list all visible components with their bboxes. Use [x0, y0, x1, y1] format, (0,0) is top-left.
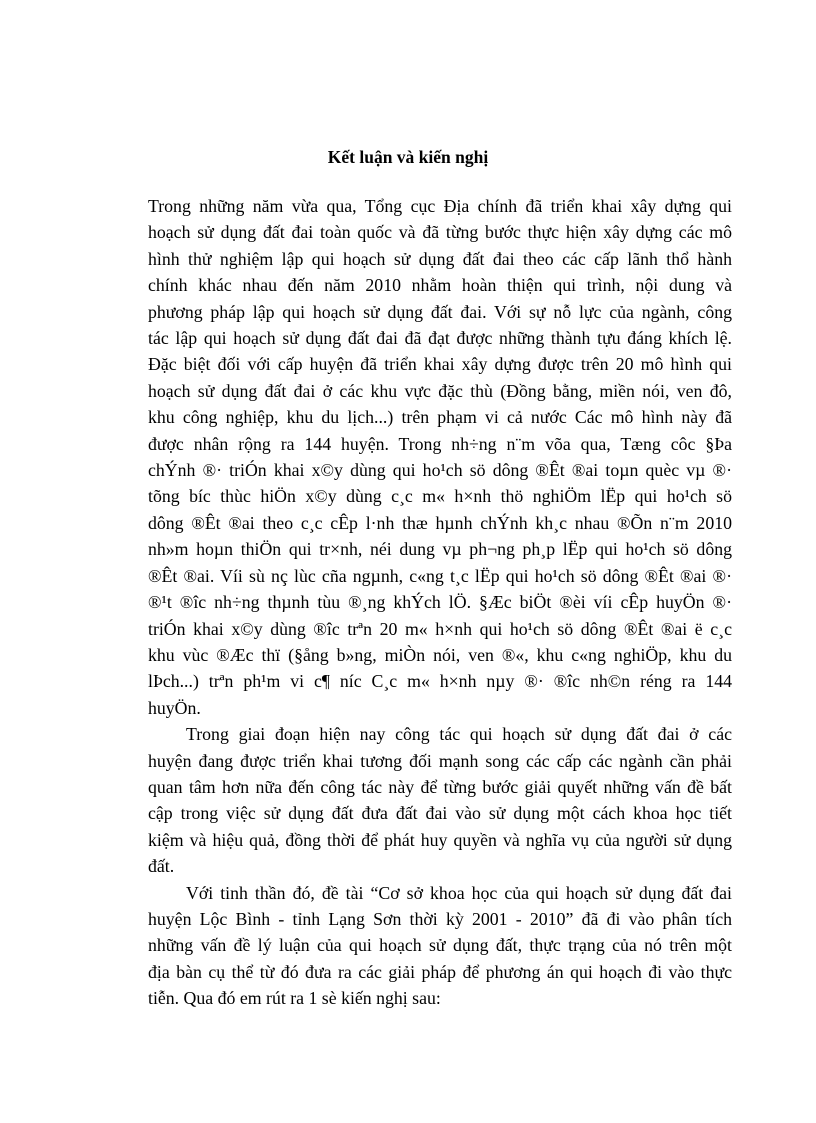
text-line: phương pháp lập qui hoạch sử dụng đất đai. Với sự nỗ lực của ngành, công [148, 301, 732, 322]
paragraph-3 [148, 880, 732, 1012]
text-line: khu công nghiệp, khu du lịch...) trên phạm vi cả nước Các mô hình này đã [148, 407, 732, 428]
page-title: Kết luận và kiến nghị [327, 147, 489, 167]
text-line: huyện Lộc Bình - tỉnh Lạng Sơn thời kỳ 2001 - 2010” đã đi vào phân tích [148, 908, 732, 929]
text-line: tiễn. Qua đó em rút ra 1 sè kiến nghị sau: [148, 988, 441, 1009]
text-line: Với tinh thần đó, đề tài “Cơ sở khoa học của qui hoạch sử dụng đất đai [186, 882, 732, 903]
text-line: tác lập qui hoạch sử dụng đất đai đã đạt được những thành tựu đáng khích lệ. [148, 328, 732, 349]
text-line: được nhân rộng ra 144 huyện. Trong nh÷ng n¨m võa qua, Tæng côc §Þa [148, 433, 732, 454]
document-body [148, 193, 732, 1012]
paragraph-2 [148, 721, 732, 879]
text-line: hoạch sử dụng đất đai ở các khu vực đặc thù (Đồng bằng, miền nói, ven đô, [148, 380, 732, 401]
text-line: tõng bíc thùc hiÖn x©y dùng c¸c m« h×nh thö nghiÖm lËp qui ho¹ch sö [148, 486, 732, 507]
text-line: hoạch sử dụng đất đai toàn quốc và đã từng bước thực hiện xây dựng các mô [148, 222, 732, 243]
text-line: triÓn khai x©y dùng ®îc trªn 20 m« h×nh qui ho¹ch sö dông ®Êt ®ai ë c¸c [148, 618, 732, 639]
text-line: lÞch...) trªn ph¹m vi c¶ níc C¸c m« h×nh nµy ®· ®îc nh©n réng ra 144 [148, 671, 732, 692]
text-line: huyện đang được triển khai tương đối mạnh song các cấp các ngành cần phải [148, 750, 732, 771]
text-line: địa bàn cụ thể từ đó đưa ra các giải pháp để phương án qui hoạch đi vào thực [148, 961, 732, 982]
text-line: hình thử nghiệm lập qui hoạch sử dụng đất đai theo các cấp lãnh thổ hành [148, 248, 732, 269]
text-line: Đặc biệt đối với cấp huyện đã triển khai xây dựng được trên 20 mô hình qui [148, 354, 732, 375]
text-line: ®Êt ®ai. Víi sù nç lùc cña ngµnh, c«ng t¸c lËp qui ho¹ch sö dông ®Êt ®ai ®· [148, 565, 732, 586]
text-line: những vấn đề lý luận của qui hoạch sử dụng đất, thực trạng của nó trên một [148, 935, 732, 956]
text-line: huyÖn. [148, 697, 201, 718]
text-line: ®¹t ®îc nh÷ng thµnh tùu ®¸ng khÝch lÖ. §Æc biÖt ®èi víi cÊp huyÖn ®· [148, 592, 732, 613]
text-line: Trong những năm vừa qua, Tổng cục Địa chính đã triển khai xây dựng qui [148, 196, 732, 216]
text-line: Trong giai đoạn hiện nay công tác qui hoạch sử dụng đất đai ở các [186, 724, 732, 745]
text-line: cập trong việc sử dụng đất đưa đất đai vào sử dụng một cách khoa học tiết [148, 803, 732, 824]
text-line: dông ®Êt ®ai theo c¸c cÊp l·nh thæ hµnh chÝnh kh¸c nhau ®Õn n¨m 2010 [148, 512, 732, 533]
text-line: đất. [148, 856, 175, 877]
paragraph-1 [148, 193, 732, 721]
text-line: chÝnh ®· triÓn khai x©y dùng qui ho¹ch sö dông ®Êt ®ai toµn quèc vµ ®· [148, 460, 732, 481]
text-line: chính khác nhau đến năm 2010 nhằm hoàn thiện qui trình, nội dung và [148, 275, 732, 296]
text-line: khu vùc ®Æc thï (§ång b»ng, miÒn nói, ven ®«, khu c«ng nghiÖp, khu du [148, 644, 732, 665]
text-line: quan tâm hơn nữa đến công tác này để từng bước giải quyết những vấn đề bất [148, 776, 732, 797]
text-line: kiệm và hiệu quả, đồng thời để phát huy quyền và nghĩa vụ của người sử dụng [148, 829, 732, 850]
text-line: nh»m hoµn thiÖn qui tr×nh, néi dung vµ ph¬ng ph¸p lËp qui ho¹ch sö dông [148, 539, 732, 560]
